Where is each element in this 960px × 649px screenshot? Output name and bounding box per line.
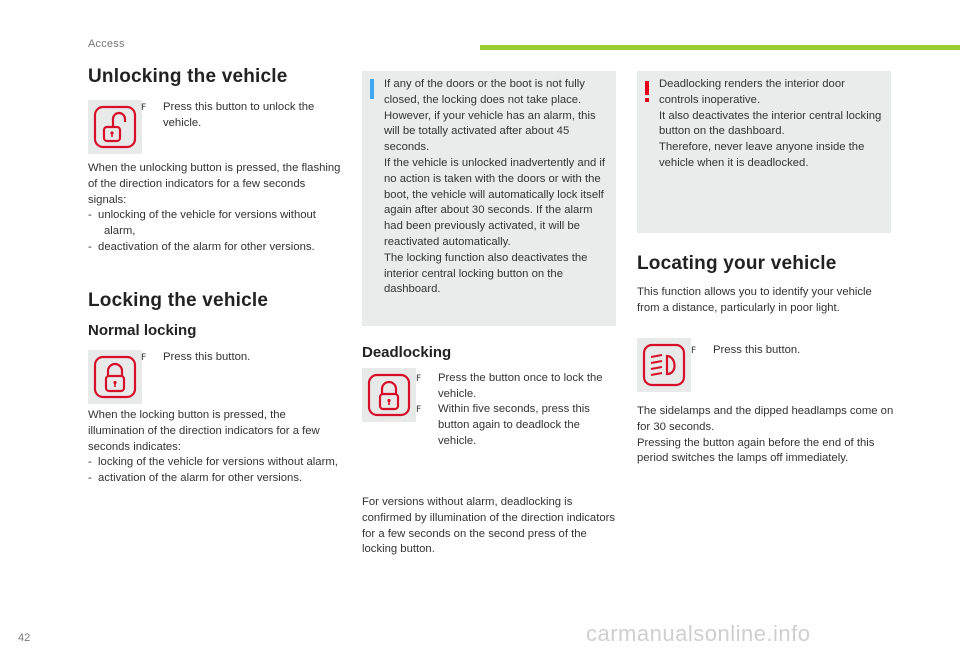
locating-title: Locating your vehicle	[637, 253, 837, 274]
step-marker: F	[416, 374, 422, 384]
normal-locking-subtitle: Normal locking	[88, 322, 197, 339]
warning-note-paragraph: Therefore, never leave anyone inside the vehicle when it is deadlocked.	[659, 141, 865, 169]
info-note-paragraph: The locking function also deactivates the interior central locking button on the dashboard.	[384, 251, 588, 296]
unlock-step	[141, 100, 341, 132]
locking-description	[88, 408, 342, 487]
locking-intro: When the locking button is pressed, the illumination of the direction indicators for a few seconds indicates:	[88, 409, 320, 453]
unlock-icon	[92, 104, 138, 150]
deadlock-step-2	[416, 402, 616, 449]
headlamp-icon	[641, 342, 687, 388]
deadlock-step-text: Within five seconds, press this button again to deadlock the vehicle.	[438, 403, 590, 447]
warning-note-paragraph: Deadlocking renders the interior door controls inoperative.	[659, 78, 845, 106]
locating-paragraph: The sidelamps and the dipped headlamps come on for 30 seconds.	[637, 405, 894, 433]
unlocking-description	[88, 161, 342, 256]
locating-intro-text: This function allows you to identify your vehicle from a distance, particularly in poor light.	[637, 286, 872, 314]
lock-icon	[366, 372, 412, 418]
unlock-button-illustration	[88, 100, 142, 154]
lock-icon	[92, 354, 138, 400]
warning-icon-dot	[645, 98, 649, 102]
deadlocking-subtitle: Deadlocking	[362, 344, 452, 361]
locating-paragraph: Pressing the button again before the end of this period switches the lamps off immediately.	[637, 436, 875, 465]
deadlock-step-1	[416, 371, 616, 403]
unlock-step-text: Press this button to unlock the vehicle.	[163, 101, 315, 129]
warning-note	[637, 71, 891, 233]
unlocking-item: - unlocking of the vehicle for versions without alarm,	[88, 209, 316, 238]
info-icon	[370, 79, 374, 99]
unlocking-title: Unlocking the vehicle	[88, 66, 288, 87]
headlamp-step	[691, 343, 891, 360]
locating-description	[637, 404, 895, 467]
section-accent-bar	[480, 45, 960, 50]
deadlocking-paragraph: For versions without alarm, deadlocking is confirmed by illumination of the direction indicators for a few seconds on the second press of the locking button.	[362, 496, 616, 556]
deadlock-step-text: Press the button once to lock the vehicle.	[438, 372, 603, 400]
lock-step-text: Press this button.	[163, 351, 251, 363]
headlamp-step-text: Press this button.	[713, 344, 801, 356]
warning-note-paragraph: It also deactivates the interior central locking button on the dashboard.	[659, 109, 882, 138]
lock-button-illustration	[88, 350, 142, 404]
deadlocking-description	[362, 495, 616, 558]
step-marker: F	[141, 103, 147, 113]
locating-intro	[637, 285, 891, 317]
watermark: carmanualsonline.info	[586, 621, 811, 646]
section-label: Access	[88, 38, 125, 50]
warning-note-text	[659, 77, 887, 172]
step-marker: F	[416, 405, 422, 415]
info-note-text	[384, 77, 612, 298]
step-marker: F	[141, 353, 147, 363]
page-number: 42	[18, 632, 31, 644]
locking-title: Locking the vehicle	[88, 290, 269, 311]
locking-item: - activation of the alarm for other versions.	[88, 472, 303, 485]
info-note-paragraph: If the vehicle is unlocked inadvertently and if no action is taken with the doors or with the boot, the vehicle will automatically lock itself again after about 30 seconds. If the alarm had been previously activated, it will be reactivated automatically.	[384, 156, 606, 248]
locking-item: - locking of the vehicle for versions without alarm,	[88, 456, 338, 469]
unlocking-intro: When the unlocking button is pressed, the flashing of the direction indicators for a few seconds signals:	[88, 162, 341, 206]
step-marker: F	[691, 346, 697, 356]
unlocking-item: - deactivation of the alarm for other versions.	[88, 240, 315, 253]
lock-step	[141, 350, 341, 367]
info-note-paragraph: If any of the doors or the boot is not fully closed, the locking does not take place. However, if your vehicle has an alarm, this will be totally activated after about 45 seconds.	[384, 78, 596, 154]
warning-icon	[645, 81, 649, 95]
headlamp-button-illustration	[637, 338, 691, 392]
info-note	[362, 71, 616, 326]
deadlock-button-illustration	[362, 368, 416, 422]
